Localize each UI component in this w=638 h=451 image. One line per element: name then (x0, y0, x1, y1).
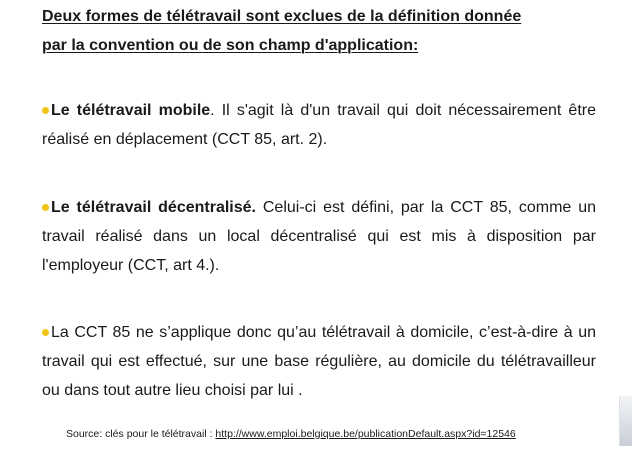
bullet-dot-icon (42, 107, 49, 114)
term-mobile-telework: Le télétravail mobile (51, 102, 211, 119)
paragraph-text: La CCT 85 ne s’applique donc qu’au télétravail à domicile, c’est-à-dire à un travail qui est effectué, sur une base régulière, au domicile du télétravailleur ou dans tout autre lieu choisi par lui . (42, 324, 596, 399)
paragraph-text: Celui-ci est défini, par la CCT 85, comme un travail réalisé dans un local décentralisé qui est mis à disposition par l'employeur (CCT, art 4.). (42, 199, 596, 274)
heading-line-2: par la convention ou de son champ d'application: (42, 37, 419, 54)
source-label: Source: clés pour le télétravail : (66, 428, 216, 440)
paragraph-decentralized-telework (42, 193, 596, 280)
scrollbar-thumb[interactable] (619, 396, 632, 446)
bullet-dot-icon (42, 204, 49, 211)
source-link[interactable]: http://www.emploi.belgique.be/publicationDefault.aspx?id=12546 (215, 428, 516, 440)
term-decentralized-telework: Le télétravail décentralisé. (51, 199, 256, 216)
source-note (66, 428, 516, 440)
slide-heading (42, 2, 596, 60)
heading-line-1: Deux formes de télétravail sont exclues de la définition donnée (42, 8, 522, 25)
paragraph-home-telework (42, 318, 596, 405)
paragraph-text: . Il s'agit là d'un travail qui doit nécessairement être réalisé en déplacement (CCT 85, art. 2). (42, 102, 596, 148)
paragraph-mobile-telework (42, 96, 596, 154)
bullet-dot-icon (42, 329, 49, 336)
